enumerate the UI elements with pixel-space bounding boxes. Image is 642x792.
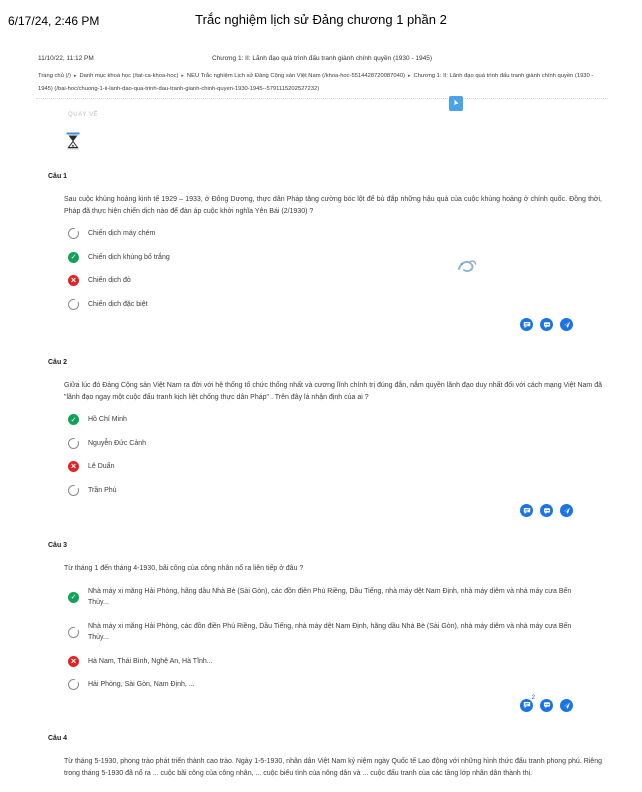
question-number: Câu 4 [48, 735, 68, 742]
question-block [36, 358, 608, 518]
answer-option[interactable] [68, 650, 590, 674]
question-block [36, 734, 608, 779]
share-row [36, 504, 573, 518]
answer-option[interactable] [68, 615, 590, 650]
answer-option[interactable] [68, 408, 590, 432]
breadcrumb-separator-icon: ▸ [73, 73, 77, 79]
comment-icon [523, 701, 531, 709]
answer-option-label: Chiến dịch khủng bố trắng [88, 253, 170, 261]
correct-answer-icon[interactable] [68, 592, 79, 603]
wrong-answer-icon[interactable] [68, 461, 79, 472]
question-number: Câu 2 [48, 359, 68, 366]
page-title: Trắc nghiệm lịch sử Đảng chương 1 phần 2 [195, 12, 447, 27]
answer-option-label: Nhà máy xi măng Hải Phòng, hãng dầu Nhà Bè (Sài Gòn), các đồn điền Phú Riềng, Dầu Tiếng, nhà máy dệt Nam Định, nhà máy diêm và nhà máy cưa Bến Thủy... [88, 587, 572, 606]
answer-option[interactable] [68, 246, 590, 270]
options-list [68, 222, 608, 316]
options-list [68, 580, 608, 697]
breadcrumb-separator-icon: ▸ [181, 73, 184, 79]
doodle-sketch [456, 258, 478, 275]
share-row [36, 694, 573, 713]
send-icon [562, 320, 571, 329]
answer-option-label: Nhà máy xi măng Hải Phòng, các đồn điền Phú Riềng, Dầu Tiếng, nhà máy dệt Nam Định, hãng dầu Nhà Bè (Sài Gòn), nhà máy diêm và nhà máy cưa Bến Thủy... [88, 622, 572, 641]
chat-button[interactable] [540, 504, 553, 517]
question-text: Sau cuộc khủng hoảng kinh tế 1929 – 1933, ở Đông Dương, thực dân Pháp tăng cường bóc lột để bù đắp những hậu quả của cuộc khủng hoảng ở chính quốc. Đồng thời, Pháp đã thực hiện chiến dịch nào để đàn áp cuộc khởi nghĩa Yên Bái (2/1930) ? [64, 196, 602, 215]
answer-option-label: Trần Phú [88, 486, 117, 494]
pointer-chip-icon[interactable] [449, 96, 463, 111]
answer-option-label: Lê Duẩn [88, 463, 115, 470]
comment-button[interactable] [520, 694, 535, 712]
answer-option-label: Hồ Chí Minh [88, 416, 127, 423]
radio-unselected-icon[interactable] [68, 627, 79, 638]
radio-unselected-icon[interactable] [68, 485, 79, 496]
send-button[interactable] [560, 318, 573, 331]
radio-unselected-icon[interactable] [68, 228, 79, 239]
comment-icon [523, 321, 531, 329]
radio-unselected-icon[interactable] [68, 299, 79, 310]
comment-icon [523, 507, 531, 515]
breadcrumb-item[interactable]: Chương 1: II: Lãnh đạo quá trình đấu tranh giành chính quyền (1930 - 1945) (/bai-hoc/chuong-1-ii-lanh-dao-qua-trinh-dau-tranh-gianh-chinh-quyen-1930-1945--5791115202527232) [38, 73, 594, 92]
answer-option-label: Hà Nam, Thái Bình, Nghệ An, Hà Tĩnh... [88, 657, 213, 665]
question-text: Giữa lúc đó Đảng Cộng sản Việt Nam ra đời với hệ thống tổ chức thống nhất và cương lĩnh chính trị đúng đắn, nắm quyền lãnh đạo duy nhất đối với cách mạng Việt Nam đã "lãnh đạo ngay một cuộc đấu tranh kịch liệt chống thực dân Pháp" . Trên đây là nhận định của ai ? [64, 382, 602, 401]
answer-option[interactable] [68, 479, 590, 503]
back-link[interactable]: QUAY VỀ [68, 112, 99, 118]
chat-button[interactable] [540, 699, 553, 712]
answer-option-label: Chiến dịch đỏ [88, 277, 131, 284]
breadcrumb-item[interactable]: Danh mục khoá học (/tat-ca-khoa-hoc) [79, 73, 179, 79]
send-button[interactable] [560, 699, 573, 712]
question-text: Từ tháng 1 đến tháng 4-1930, bãi công của công nhân nổ ra liên tiếp ở đâu ? [64, 565, 304, 572]
question-block [36, 541, 608, 713]
answer-option[interactable] [68, 269, 590, 293]
correct-answer-icon[interactable] [68, 252, 79, 263]
answer-option[interactable] [68, 432, 590, 456]
chat-icon [543, 321, 551, 329]
answer-option-label: Chiến dịch đặc biệt [88, 300, 148, 308]
question-number: Câu 3 [48, 542, 68, 549]
options-list [68, 408, 608, 502]
radio-unselected-icon[interactable] [68, 679, 79, 690]
answer-option-label: Hải Phòng, Sài Gòn, Nam Định, ... [88, 681, 195, 688]
correct-answer-icon[interactable] [68, 414, 79, 425]
answer-option[interactable] [68, 293, 590, 317]
print-datetime: 6/17/24, 2:46 PM [8, 14, 100, 28]
breadcrumb-separator-icon: ▸ [407, 73, 411, 79]
breadcrumb-item[interactable]: NEU Trắc nghiệm Lịch sử Đảng Cộng sản Việt Nam (/khoa-hoc-5514428720087040) [186, 73, 405, 79]
wrong-answer-icon[interactable] [68, 656, 79, 667]
doc-datetime: 11/10/22, 11:12 PM [38, 55, 94, 62]
send-button[interactable] [560, 504, 573, 517]
answer-option[interactable] [68, 455, 590, 479]
answer-option-label: Chiến dịch máy chém [88, 230, 156, 237]
question-text: Từ tháng 5-1930, phong trào phát triển thành cao trào. Ngày 1-5-1930, nhân dân Việt Nam kỷ niệm ngày Quốc tế Lao động với những hình thức đấu tranh phong phú. Riêng trong tháng 5-1930 đã nổ ra ... cuộc bãi công của công nhân, ... cuộc biểu tình của nông dân và ... cuộc đấu tranh của các tầng lớp nhân dân thành thị. [64, 758, 602, 777]
question-block [36, 172, 608, 332]
share-row [36, 318, 573, 332]
breadcrumb-item[interactable]: Trang chủ (/) [38, 73, 71, 79]
chat-icon [543, 701, 551, 709]
answer-option[interactable] [68, 673, 590, 697]
cursor-glyph [452, 99, 460, 108]
answer-option-label: Nguyễn Đức Cảnh [88, 439, 146, 447]
chat-button[interactable] [540, 318, 553, 331]
chat-icon [543, 507, 551, 515]
comment-count-badge: 2 [531, 694, 535, 701]
answer-option[interactable] [68, 580, 590, 615]
comment-button[interactable] [520, 504, 533, 517]
send-icon [562, 506, 571, 515]
answer-option[interactable] [68, 222, 590, 246]
question-number: Câu 1 [48, 173, 68, 180]
comment-button[interactable] [520, 318, 533, 331]
radio-unselected-icon[interactable] [68, 438, 79, 449]
wrong-answer-icon[interactable] [68, 275, 79, 286]
doc-title: Chương 1: II: Lãnh đạo quá trình đấu tranh giành chính quyền (1930 - 1945) [211, 55, 433, 62]
send-icon [562, 701, 571, 710]
